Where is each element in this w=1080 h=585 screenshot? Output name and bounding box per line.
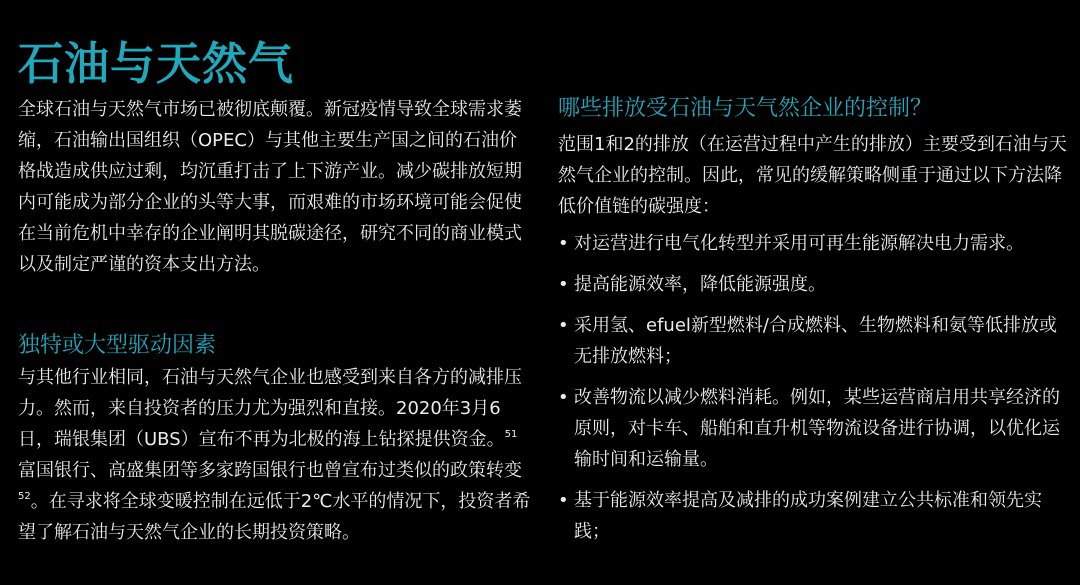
list-item-text: 改善物流以减少燃料消耗。例如，某些运营商启用共享经济的原则，对卡车、船舶和直升机等物流设备进行协调，以优化运输时间和运输量。 bbox=[574, 387, 1060, 470]
footnote-ref-51: 51 bbox=[504, 429, 518, 440]
list-item-text: 对运营进行电气化转型并采用可再生能源解决电力需求。 bbox=[574, 233, 1024, 254]
list-item bbox=[558, 382, 1068, 475]
bullet-icon: • bbox=[558, 490, 569, 511]
bullet-icon: • bbox=[558, 233, 569, 254]
drivers-text-part2: 富国银行、高盛集团等多家跨国银行也曾宣布过类似的政策转变 bbox=[18, 460, 522, 481]
emissions-intro: 范围1和2的排放（在运营过程中产生的排放）主要受到石油与天然气企业的控制。因此，常见的缓解策略侧重于通过以下方法降低价值链的碳强度： bbox=[558, 134, 1067, 217]
drivers-paragraph bbox=[18, 362, 533, 548]
list-item-text: 采用氢、efuel新型燃料/合成燃料、生物燃料和氨等低排放或无排放燃料； bbox=[574, 315, 1057, 367]
drivers-text-part1: 与其他行业相同，石油与天然气企业也感受到来自各方的减排压力。然而，来自投资者的压力尤为强烈和直接。2020年3月6日，瑞银集团（UBS）宣布不再为北极的海上钻探提供资金。 bbox=[18, 367, 522, 450]
bullet-icon: • bbox=[558, 274, 569, 295]
drivers-heading: 独特或大型驱动因素 bbox=[18, 333, 217, 358]
intro-paragraph: 全球石油与天然气市场已被彻底颠覆。新冠疫情导致全球需求萎缩，石油输出国组织（OPEC）与其他主要生产国之间的石油价格战造成供应过剩，均沉重打击了上下游产业。减少碳排放短期内可能成为部分企业的头等大事，而艰难的市场环境可能会促使在当前危机中幸存的企业阐明其脱碳途径，研究不同的商业模式以及制定严谨的资本支出方法。 bbox=[18, 99, 522, 275]
left-column bbox=[18, 94, 533, 548]
page-title: 石油与天然气 bbox=[18, 37, 295, 91]
right-column bbox=[558, 92, 1068, 557]
bullet-icon: • bbox=[558, 315, 569, 336]
strategy-list bbox=[558, 228, 1068, 547]
bullet-icon: • bbox=[558, 387, 569, 408]
emissions-heading: 哪些排放受石油与天气然企业的控制？ bbox=[558, 96, 933, 121]
list-item bbox=[558, 269, 1068, 300]
list-item-text: 提高能源效率，降低能源强度。 bbox=[574, 274, 826, 295]
footnote-ref-52: 52 bbox=[18, 491, 31, 502]
list-item bbox=[558, 310, 1068, 372]
list-item bbox=[558, 485, 1068, 547]
drivers-text-part3: 。在寻求将全球变暖控制在远低于2℃水平的情况下，投资者希望了解石油与天然气企业的长期投资策略。 bbox=[18, 491, 531, 543]
list-item bbox=[558, 228, 1068, 259]
list-item-text: 基于能源效率提高及减排的成功案例建立公共标准和领先实践； bbox=[574, 490, 1042, 542]
